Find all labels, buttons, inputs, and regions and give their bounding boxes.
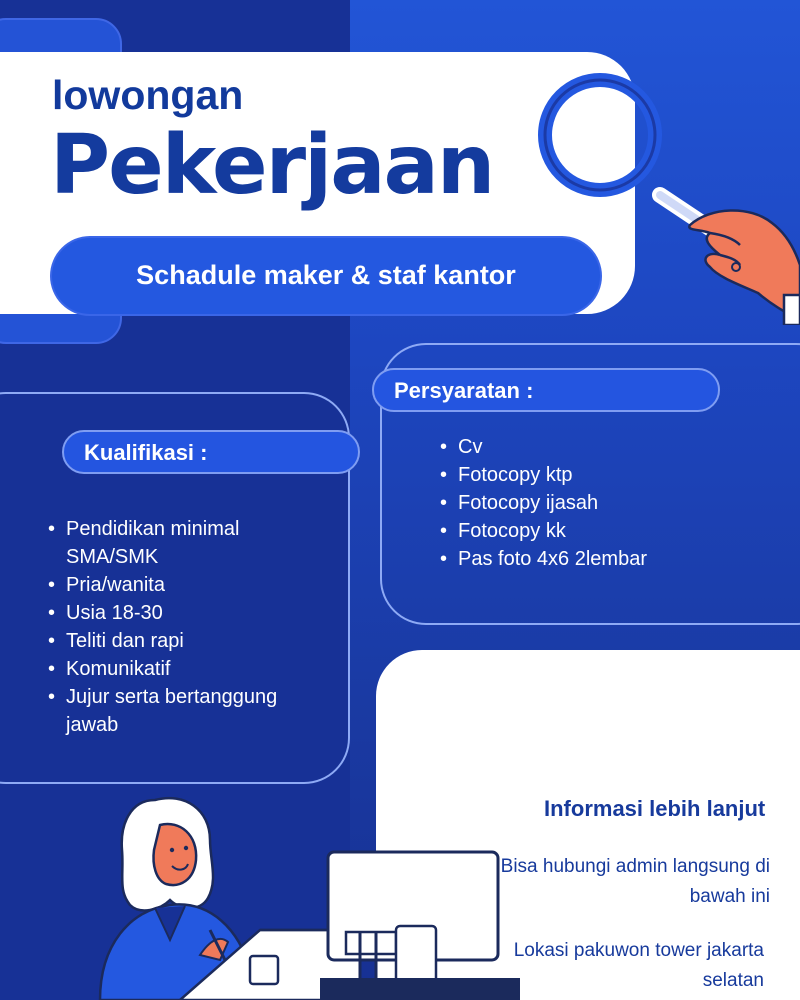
list-item: • Fotocopy kk bbox=[440, 517, 760, 545]
list-item: • Pendidikan minimal SMA/SMK bbox=[48, 515, 308, 571]
hand-illustration bbox=[680, 195, 800, 325]
list-item: • Pria/wanita bbox=[48, 571, 308, 599]
list-item: • Cv bbox=[440, 433, 760, 461]
list-item: • Pas foto 4x6 2lembar bbox=[440, 545, 760, 573]
job-title-pill bbox=[52, 238, 600, 314]
qualifications-label-pill bbox=[62, 430, 360, 474]
title-small: lowongan bbox=[52, 72, 244, 118]
list-item: • Komunikatif bbox=[48, 655, 308, 683]
requirements-label: Persyaratan : bbox=[394, 378, 534, 403]
list-item: • Fotocopy ijasah bbox=[440, 489, 760, 517]
list-item: • Jujur serta bertanggung jawab bbox=[48, 683, 308, 739]
contact-info: Bisa hubungi admin langsung di bawah ini bbox=[500, 856, 770, 907]
list-item: • Teliti dan rapi bbox=[48, 627, 308, 655]
requirements-label-pill bbox=[372, 368, 720, 412]
requirements-list bbox=[440, 433, 760, 573]
list-item: • Usia 18-30 bbox=[48, 599, 308, 627]
qualifications-list bbox=[48, 515, 308, 739]
info-title: Informasi lebih lanjut bbox=[544, 796, 766, 821]
location-info: Lokasi pakuwon tower jakarta selatan bbox=[513, 940, 764, 991]
qualifications-label: Kualifikasi : bbox=[84, 440, 208, 465]
job-title: Schadule maker & staf kantor bbox=[136, 260, 516, 290]
title-big: Pekerjaan bbox=[50, 118, 494, 213]
list-item: • Fotocopy ktp bbox=[440, 461, 760, 489]
computer-illustration bbox=[320, 848, 520, 1000]
